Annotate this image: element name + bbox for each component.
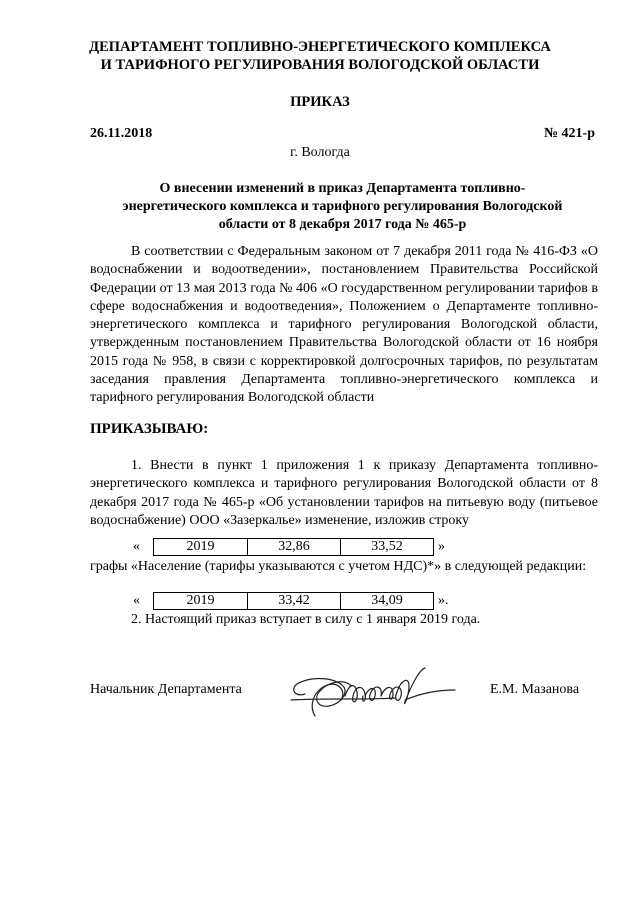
organization-name: [0, 38, 640, 74]
tariff-value-2-cell: 34,09: [341, 593, 434, 610]
old-tariff-table: [153, 538, 434, 556]
subject-line-3: области от 8 декабря 2017 года № 465-р: [218, 217, 467, 232]
tariff-year-cell: 2019: [154, 539, 248, 556]
document-city: г. Вологда: [290, 145, 350, 160]
graphs-text: графы «Население (тарифы указываются с учетом НДС)*» в следующей редакции:: [90, 559, 587, 574]
new-tariff-row: [133, 592, 449, 610]
open-quote: «: [133, 539, 140, 554]
tariff-value-1-cell: 32,86: [248, 539, 341, 556]
preamble-paragraph: В соответствии с Федеральным законом от 7 декабря 2011 года № 416-ФЗ «О водоснабжении и водоотведении», постановлением Правительства Российской Федерации от 13 мая 2013 года № 406 «О государственном регулировании тарифов в сфере водоснабжения и водоотведения», Положением о Департаменте топливно-энергетического комплекса и тарифного регулирования Вологодской области, утвержденным постановлением Правительства Вологодской области от 16 ноября 2015 года № 958, в связи с корректировкой долгосрочных тарифов, по результатам заседания правления Департамента топливно-энергетического комплекса и тарифного регулирования Вологодской области: [90, 244, 598, 406]
subject-line-2: энергетического комплекса и тарифного регулирования Вологодской: [122, 199, 563, 214]
organization-line-1: ДЕПАРТАМЕНТ ТОПЛИВНО-ЭНЕРГЕТИЧЕСКОГО КОМПЛЕКСА: [89, 39, 551, 55]
tariff-year-cell: 2019: [154, 593, 248, 610]
subject-line-1: О внесении изменений в приказ Департамента топливно-: [159, 181, 526, 196]
signer-name: Е.М. Мазанова: [490, 682, 580, 697]
tariff-value-2-cell: 33,52: [341, 539, 434, 556]
order-keyword: ПРИКАЗЫВАЮ:: [90, 421, 209, 437]
old-tariff-row: [133, 538, 445, 556]
signer-position: Начальник Департамента: [90, 682, 242, 697]
handwritten-signature: [285, 656, 465, 726]
close-quote: ».: [438, 593, 449, 608]
document-subject: [90, 180, 595, 234]
document-type: ПРИКАЗ: [290, 94, 350, 110]
close-quote: »: [438, 539, 445, 554]
new-tariff-table: [153, 592, 434, 610]
open-quote: «: [133, 593, 140, 608]
item-2-text: 2. Настоящий приказ вступает в силу с 1 января 2019 года.: [131, 612, 481, 627]
document-date: 26.11.2018: [90, 126, 153, 141]
document-number: № 421-р: [543, 126, 595, 141]
tariff-value-1-cell: 33,42: [248, 593, 341, 610]
organization-line-2: И ТАРИФНОГО РЕГУЛИРОВАНИЯ ВОЛОГОДСКОЙ ОБЛАСТИ: [100, 57, 540, 73]
item-1-text: 1. Внести в пункт 1 приложения 1 к приказу Департамента топливно-энергетического комплекса и тарифного регулирования Вологодской области от 8 декабря 2017 года № 465-р «Об установлении тарифов на питьевую воду (питьевое водоснабжение) ООО «Зазеркалье» изменение, изложив строку: [90, 458, 598, 528]
